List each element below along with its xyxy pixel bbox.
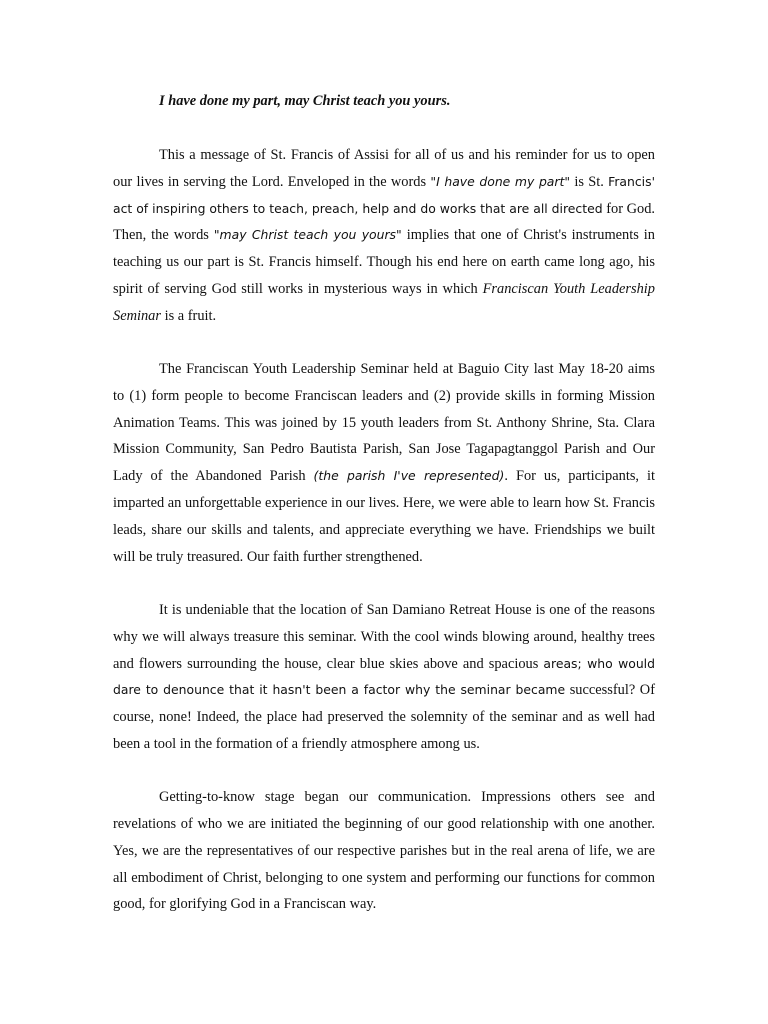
seminar-name-italic: Franciscan Youth Leadership Seminar <box>113 280 655 324</box>
paragraph-1-text-e: implies that one of Christ's instruments in teaching us our part is St. Francis himself. Though his end here on earth came long ago, his spirit of serving God still works in mysterious ways in which <box>113 227 656 297</box>
paragraph-4: Getting-to-know stage began our communication. Impressions others see and revelations of who we are initiated the beginning of our good relationship with one another. Yes, we are the representatives of our respective parishes but in the real arena of life, we are all embodiment of Christ, belonging to one system and performing our functions for common good, for glorifying God in a Franciscan way. <box>113 789 655 913</box>
paragraph-3-text-b: areas; who would dare to denounce that it hasn't been a factor why the seminar became <box>113 655 655 698</box>
paragraph-gap <box>113 115 655 142</box>
paragraph-1-text-g: is a fruit. <box>160 307 217 324</box>
quote-i-have-done-my-part: "I have done my part" <box>430 173 571 189</box>
paragraph-1-text-b: is St. <box>570 173 609 190</box>
paragraph-3-text-a: It is undeniable that the location of San Damiano Retreat House is one of the reasons why we will always treasure this seminar. With the cool winds blowing around, healthy trees and flowers surrounding the house, clear blue skies above and spacious <box>113 601 655 672</box>
paragraph-gap <box>113 330 655 357</box>
paragraph-2-text-c: . For us, participants, it imparted an unforgettable experience in our lives. Here, we were able to learn how St. Francis leads, share our skills and talents, and appreciate everything we have. Friendships we built will be truly treasured. Our faith further strengthened. <box>113 468 655 565</box>
document-page <box>113 88 655 918</box>
paragraph-3 <box>113 597 655 758</box>
paragraph-1-text-a: This a message of St. Francis of Assisi for all of us and his reminder for us to open our lives in serving the Lord. Enveloped in the words <box>113 147 655 190</box>
paragraph-3-text-c: successful? Of course, none! Indeed, the place had preserved the solemnity of the seminar and as well had been a tool in the formation of a friendly atmosphere among us. <box>113 682 655 752</box>
parish-represented-note: (the parish I've represented) <box>313 468 505 484</box>
document-title: I have done my part, may Christ teach you yours. <box>159 93 451 109</box>
paragraph-gap <box>113 570 655 597</box>
paragraph-2-text-a: The Franciscan Youth Leadership Seminar held at Baguio City last May 18-20 aims to (1) form people to become Franciscan leaders and (2) provide skills in forming Mission Animation Teams. This was joined by 15 youth leaders from St. Anthony Shrine, Sta. Clara Mission Community, San Pedro Bautista Parish, San Jose Tagapagtanggol Parish and Our Lady of the Abandoned Parish <box>113 361 655 485</box>
paragraph-1-text-c: Francis' act of inspiring others to teach, preach, help and do works that are all directed <box>113 173 655 216</box>
paragraph-1-text-d: for God. Then, the words <box>113 200 656 244</box>
paragraph-gap <box>113 758 655 785</box>
paragraph-1 <box>113 142 655 330</box>
quote-may-christ-teach-you-yours: "may Christ teach you yours" <box>213 227 402 243</box>
paragraph-2 <box>113 356 655 570</box>
